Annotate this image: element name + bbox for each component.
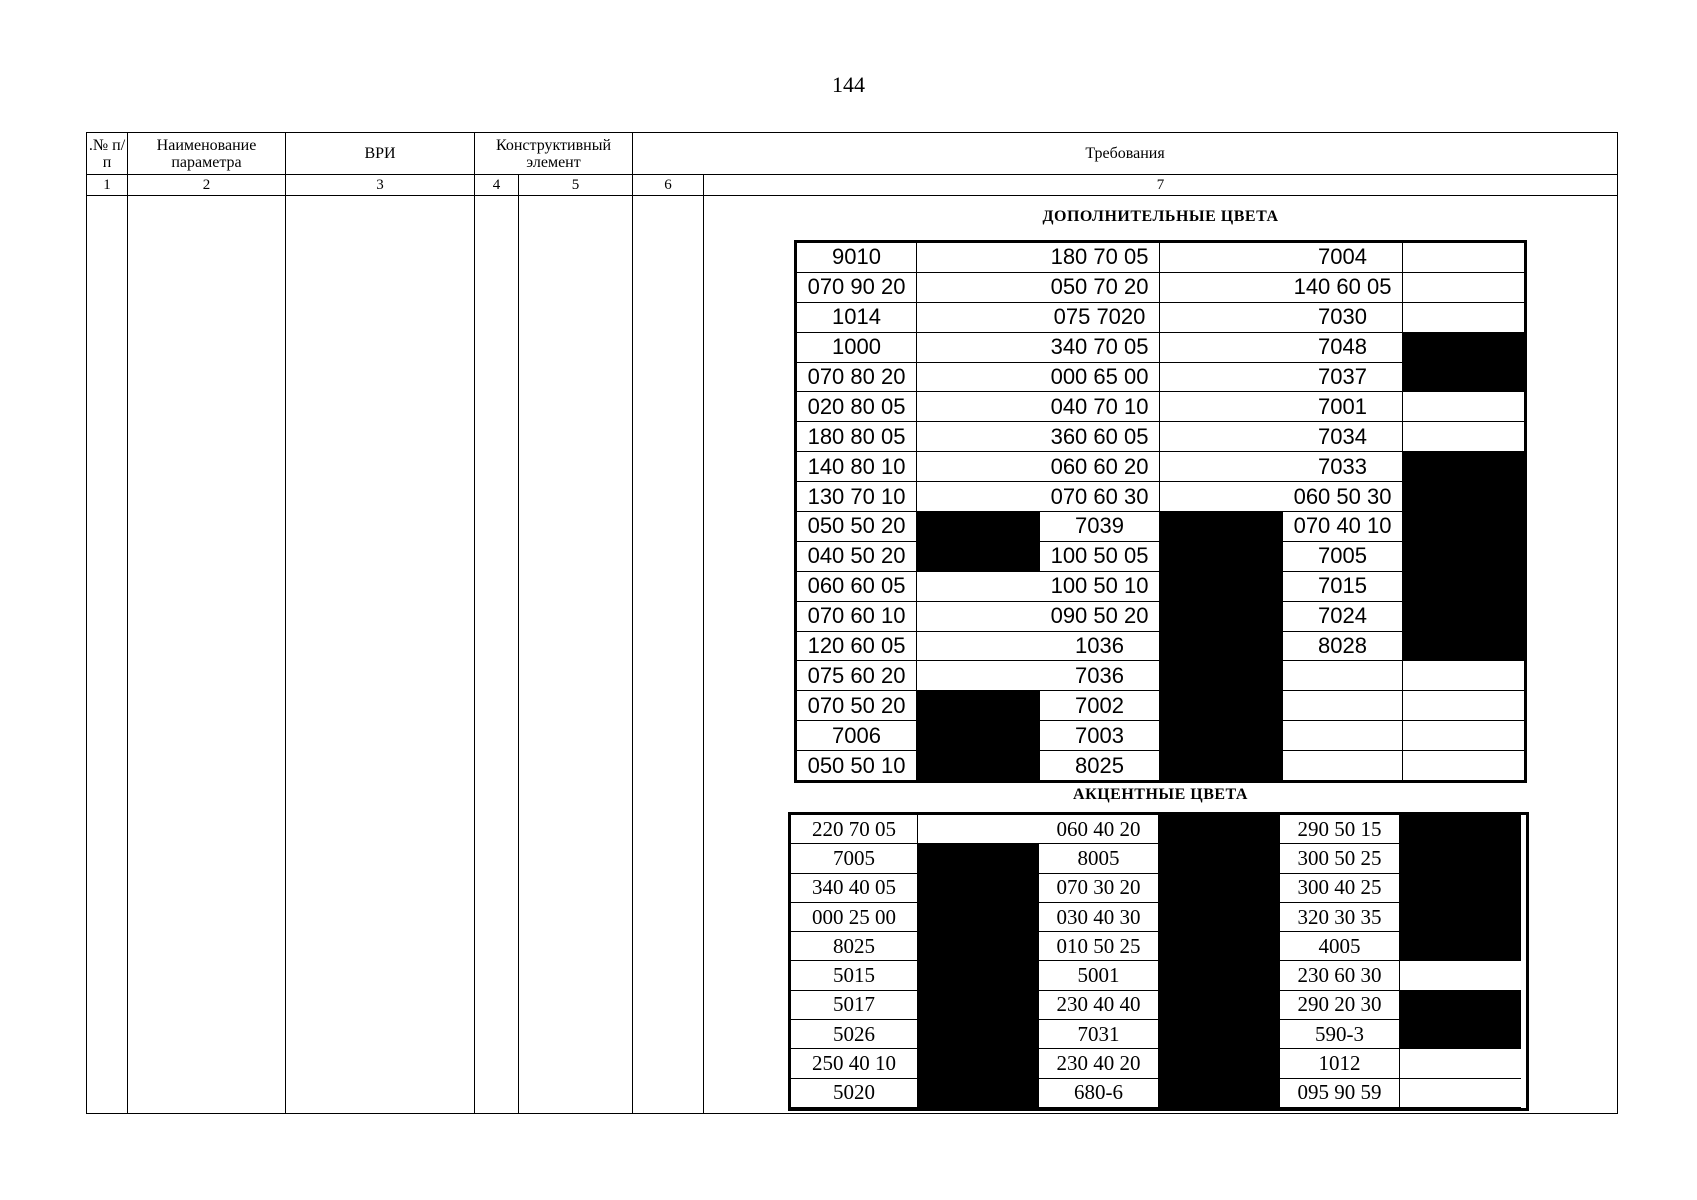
color-row (791, 903, 1526, 932)
header-requirements: Требования (633, 133, 1618, 175)
color-swatch (1400, 1049, 1521, 1078)
color-code: 060 40 20 (1039, 815, 1159, 844)
color-swatch (918, 815, 1039, 844)
color-code: 050 70 20 (1040, 273, 1160, 303)
column-number: 1 (87, 175, 128, 196)
color-swatch (918, 932, 1039, 961)
color-swatch (917, 602, 1040, 632)
color-code: 180 80 05 (797, 422, 917, 452)
color-swatch (918, 991, 1039, 1020)
color-code: 7005 (791, 844, 918, 873)
color-code: 7002 (1040, 691, 1160, 721)
column-number: 4 (475, 175, 519, 196)
color-swatch (1403, 273, 1526, 303)
page-number: 144 (832, 72, 865, 97)
cell-requirements (704, 196, 1618, 1114)
column-number: 6 (633, 175, 704, 196)
color-swatch (917, 661, 1040, 691)
color-code: 7001 (1283, 392, 1403, 422)
color-code: 7005 (1283, 542, 1403, 572)
color-code: 7036 (1040, 661, 1160, 691)
color-swatch (917, 243, 1040, 273)
color-swatch (1403, 243, 1526, 273)
color-code: 1014 (797, 303, 917, 333)
color-code: 220 70 05 (791, 815, 918, 844)
color-code: 070 30 20 (1039, 874, 1159, 903)
cell-vri (286, 196, 475, 1114)
color-row (797, 512, 1524, 542)
color-code: 075 7020 (1040, 303, 1160, 333)
color-swatch (1400, 1020, 1521, 1049)
color-code: 360 60 05 (1040, 422, 1160, 452)
color-swatch (918, 874, 1039, 903)
color-code: 040 50 20 (797, 542, 917, 572)
header-number: .№ п/п (87, 133, 128, 175)
color-code: 1036 (1040, 632, 1160, 662)
color-swatch (1160, 602, 1283, 632)
color-swatch (917, 512, 1040, 542)
color-row (791, 961, 1526, 990)
color-code: 1012 (1280, 1049, 1400, 1078)
color-swatch (1159, 815, 1280, 844)
color-code: 8025 (1040, 751, 1160, 781)
cell-parameter-name (128, 196, 286, 1114)
color-code: 070 60 30 (1040, 482, 1160, 512)
color-swatch (1403, 751, 1526, 781)
color-code: 180 70 05 (1040, 243, 1160, 273)
color-code: 4005 (1280, 932, 1400, 961)
color-row (791, 844, 1526, 873)
color-swatch (917, 721, 1040, 751)
color-code: 070 40 10 (1283, 512, 1403, 542)
color-code: 100 50 05 (1040, 542, 1160, 572)
color-swatch (1400, 991, 1521, 1020)
color-swatch (918, 961, 1039, 990)
color-code: 8028 (1283, 632, 1403, 662)
color-row (797, 392, 1524, 422)
color-swatch (917, 751, 1040, 781)
color-code: 7033 (1283, 452, 1403, 482)
color-swatch (1159, 874, 1280, 903)
color-code: 1000 (797, 333, 917, 363)
color-row (797, 273, 1524, 303)
color-code: 8025 (791, 932, 918, 961)
color-row (791, 991, 1526, 1020)
color-swatch (1403, 661, 1526, 691)
color-code: 5026 (791, 1020, 918, 1049)
color-code (1283, 721, 1403, 751)
header-structural-element: Конструктивный элемент (475, 133, 633, 175)
color-code: 340 70 05 (1040, 333, 1160, 363)
additional-colors-grid (794, 240, 1527, 783)
color-swatch (1160, 512, 1283, 542)
color-code: 095 90 59 (1280, 1079, 1400, 1108)
color-swatch (918, 903, 1039, 932)
color-swatch (917, 691, 1040, 721)
color-code: 140 60 05 (1283, 273, 1403, 303)
color-swatch (917, 422, 1040, 452)
color-code: 9010 (797, 243, 917, 273)
color-code: 010 50 25 (1039, 932, 1159, 961)
color-swatch (917, 572, 1040, 602)
color-row (797, 751, 1524, 781)
color-code: 590-3 (1280, 1020, 1400, 1049)
color-swatch (1160, 572, 1283, 602)
color-swatch (1403, 482, 1526, 512)
color-code: 130 70 10 (797, 482, 917, 512)
color-code: 000 25 00 (791, 903, 918, 932)
color-swatch (1403, 542, 1526, 572)
color-row (797, 303, 1524, 333)
color-swatch (917, 273, 1040, 303)
color-code: 7015 (1283, 572, 1403, 602)
color-row (797, 572, 1524, 602)
color-code: 070 90 20 (797, 273, 917, 303)
color-swatch (1160, 721, 1283, 751)
color-swatch (1400, 961, 1521, 990)
color-code: 140 80 10 (797, 452, 917, 482)
color-swatch (1160, 691, 1283, 721)
color-swatch (917, 452, 1040, 482)
color-swatch (1403, 363, 1526, 393)
color-swatch (1160, 661, 1283, 691)
color-swatch (1403, 333, 1526, 363)
color-swatch (1159, 903, 1280, 932)
color-code: 060 50 30 (1283, 482, 1403, 512)
color-code: 680-6 (1039, 1079, 1159, 1108)
cell-element-4 (475, 196, 519, 1114)
color-code: 020 80 05 (797, 392, 917, 422)
color-code: 8005 (1039, 844, 1159, 873)
color-swatch (917, 303, 1040, 333)
color-row (791, 815, 1526, 844)
color-swatch (918, 1049, 1039, 1078)
color-row (797, 422, 1524, 452)
color-code: 5020 (791, 1079, 918, 1108)
color-swatch (1160, 363, 1283, 393)
color-swatch (917, 363, 1040, 393)
color-code: 040 70 10 (1040, 392, 1160, 422)
column-number: 5 (519, 175, 633, 196)
color-code: 5017 (791, 991, 918, 1020)
cell-col-6 (633, 196, 704, 1114)
color-row (797, 632, 1524, 662)
color-swatch (1403, 721, 1526, 751)
color-swatch (1400, 903, 1521, 932)
color-swatch (1160, 392, 1283, 422)
color-palette (704, 196, 1617, 1111)
color-code: 7024 (1283, 602, 1403, 632)
color-code (1283, 661, 1403, 691)
color-swatch (1400, 1079, 1521, 1108)
color-code: 100 50 10 (1040, 572, 1160, 602)
color-swatch (1403, 512, 1526, 542)
color-code: 340 40 05 (791, 874, 918, 903)
column-numbers-row (87, 175, 1618, 196)
color-code: 230 40 40 (1039, 991, 1159, 1020)
column-number: 7 (704, 175, 1618, 196)
color-row (797, 542, 1524, 572)
color-row (797, 661, 1524, 691)
color-row (797, 691, 1524, 721)
color-row (791, 874, 1526, 903)
color-code: 120 60 05 (797, 632, 917, 662)
column-number: 2 (128, 175, 286, 196)
color-code: 7003 (1040, 721, 1160, 751)
color-swatch (1400, 815, 1521, 844)
color-code: 7039 (1040, 512, 1160, 542)
color-swatch (1403, 572, 1526, 602)
color-code: 030 40 30 (1039, 903, 1159, 932)
color-code (1283, 691, 1403, 721)
color-row (797, 602, 1524, 632)
color-swatch (1160, 632, 1283, 662)
color-swatch (1160, 542, 1283, 572)
accent-colors-grid (788, 812, 1529, 1111)
color-code: 7006 (797, 721, 917, 751)
color-swatch (1403, 392, 1526, 422)
cell-number (87, 196, 128, 1114)
color-swatch (1403, 691, 1526, 721)
color-code: 7030 (1283, 303, 1403, 333)
color-code: 5001 (1039, 961, 1159, 990)
color-row (791, 1020, 1526, 1049)
color-swatch (917, 333, 1040, 363)
header-vri: ВРИ (286, 133, 475, 175)
color-row (797, 363, 1524, 393)
content-row (87, 196, 1618, 1114)
cell-element-5 (519, 196, 633, 1114)
color-swatch (1159, 1079, 1280, 1108)
color-swatch (917, 392, 1040, 422)
color-swatch (1159, 1049, 1280, 1078)
color-swatch (1160, 303, 1283, 333)
color-swatch (1160, 422, 1283, 452)
color-swatch (1403, 422, 1526, 452)
color-code: 070 80 20 (797, 363, 917, 393)
color-row (797, 721, 1524, 751)
color-swatch (918, 844, 1039, 873)
color-code: 7034 (1283, 422, 1403, 452)
color-swatch (1159, 1020, 1280, 1049)
color-code: 075 60 20 (797, 661, 917, 691)
color-code: 060 60 05 (797, 572, 917, 602)
color-code: 290 50 15 (1280, 815, 1400, 844)
color-swatch (917, 632, 1040, 662)
color-swatch (1403, 303, 1526, 333)
color-row (791, 1049, 1526, 1078)
color-swatch (1159, 961, 1280, 990)
requirements-table (86, 132, 1618, 1114)
additional-colors-title: ДОПОЛНИТЕЛЬНЫЕ ЦВЕТА (1042, 208, 1279, 225)
color-code: 7048 (1283, 333, 1403, 363)
color-row (791, 1079, 1526, 1108)
color-code: 7004 (1283, 243, 1403, 273)
color-swatch (1400, 932, 1521, 961)
color-code: 300 40 25 (1280, 874, 1400, 903)
header-row (87, 133, 1618, 175)
color-row (797, 333, 1524, 363)
color-row (797, 452, 1524, 482)
color-code: 230 60 30 (1280, 961, 1400, 990)
color-code: 090 50 20 (1040, 602, 1160, 632)
color-code: 230 40 20 (1039, 1049, 1159, 1078)
color-swatch (1400, 874, 1521, 903)
color-swatch (1403, 632, 1526, 662)
color-swatch (1160, 273, 1283, 303)
color-swatch (1403, 602, 1526, 632)
color-code: 5015 (791, 961, 918, 990)
column-number: 3 (286, 175, 475, 196)
color-row (791, 932, 1526, 961)
color-code: 070 60 10 (797, 602, 917, 632)
color-code: 050 50 20 (797, 512, 917, 542)
color-swatch (1159, 932, 1280, 961)
color-code: 050 50 10 (797, 751, 917, 781)
color-code: 000 65 00 (1040, 363, 1160, 393)
color-code: 070 50 20 (797, 691, 917, 721)
color-swatch (917, 482, 1040, 512)
color-row (797, 482, 1524, 512)
color-swatch (1160, 482, 1283, 512)
color-swatch (917, 542, 1040, 572)
color-swatch (1403, 452, 1526, 482)
color-swatch (1160, 333, 1283, 363)
color-swatch (1160, 751, 1283, 781)
color-swatch (1400, 844, 1521, 873)
accent-colors-title: АКЦЕНТНЫЕ ЦВЕТА (1073, 786, 1248, 803)
color-code: 320 30 35 (1280, 903, 1400, 932)
color-row (797, 243, 1524, 273)
color-code (1283, 751, 1403, 781)
color-code: 060 60 20 (1040, 452, 1160, 482)
color-code: 300 50 25 (1280, 844, 1400, 873)
color-swatch (1159, 844, 1280, 873)
color-swatch (1159, 991, 1280, 1020)
color-code: 7037 (1283, 363, 1403, 393)
header-parameter-name: Наименование параметра (128, 133, 286, 175)
color-code: 250 40 10 (791, 1049, 918, 1078)
color-swatch (1160, 243, 1283, 273)
color-swatch (1160, 452, 1283, 482)
color-swatch (918, 1079, 1039, 1108)
color-code: 290 20 30 (1280, 991, 1400, 1020)
color-swatch (918, 1020, 1039, 1049)
color-code: 7031 (1039, 1020, 1159, 1049)
